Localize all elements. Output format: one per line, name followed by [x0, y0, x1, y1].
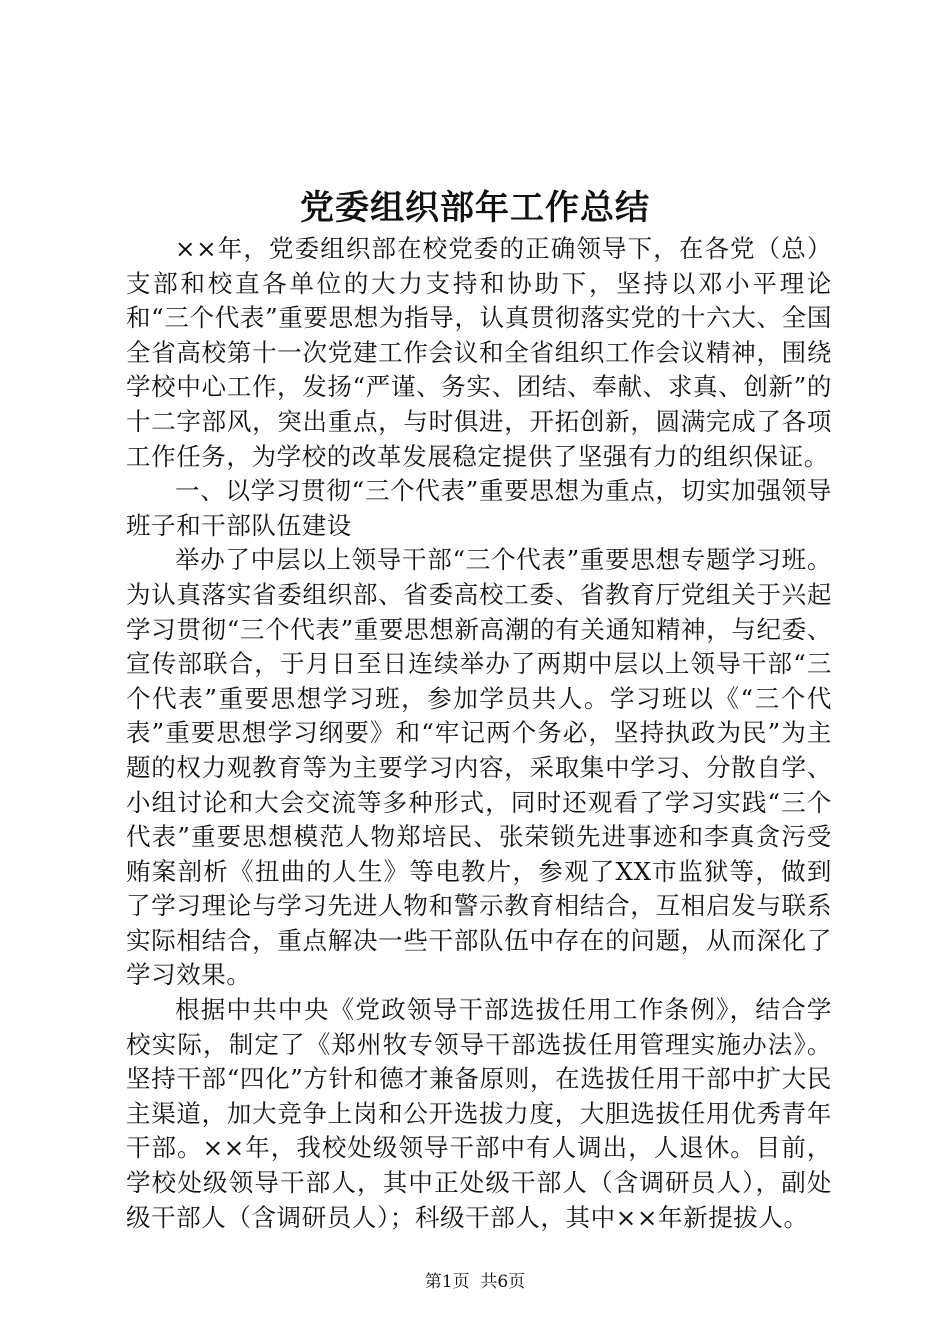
page-footer — [0, 1271, 950, 1293]
section-heading-1: 一、以学习贯彻“三个代表”重要思想为重点，切实加强领导班子和干部队伍建设 — [126, 476, 832, 540]
footer-spacer — [470, 1272, 481, 1292]
page-total: 共6页 — [480, 1272, 526, 1292]
document-title: 党委组织部年工作总结 — [300, 188, 650, 228]
paragraph-cadre-selection: 根据中共中央《党政领导干部选拔任用工作条例》，结合学校实际，制定了《郑州牧专领导干部选拔任用管理实施办法》。坚持干部“四化”方针和德才兼备原则，在选拔任用干部中扩大民主渠道，加大竞争上岗和公开选拔力度，大胆选拔任用优秀青年干部。××年，我校处级领导干部中有人调出，人退休。目前，学校处级领导干部人，其中正处级干部人（含调研员人），副处级干部人（含调研员人）；科级干部人，其中××年新提拔人。 — [126, 995, 832, 1232]
document-body — [126, 232, 832, 1235]
page-number: 第1页 — [424, 1272, 470, 1292]
paragraph-intro: ××年，党委组织部在校党委的正确领导下，在各党（总）支部和校直各单位的大力支持和协助下，坚持以邓小平理论和“三个代表”重要思想为指导，认真贯彻落实党的十六大、全国全省高校第十一次党建工作会议和全省组织工作会议精神，围绕学校中心工作，发扬“严谨、务实、团结、奉献、求真、创新”的十二字部风，突出重点，与时俱进，开拓创新，圆满完成了各项工作任务，为学校的改革发展稳定提供了坚强有力的组织保证。 — [126, 234, 832, 471]
paragraph-study-class: 举办了中层以上领导干部“三个代表”重要思想专题学习班。为认真落实省委组织部、省委高校工委、省教育厅党组关于兴起学习贯彻“三个代表”重要思想新高潮的有关通知精神，与纪委、宣传部联合，于月日至日连续举办了两期中层以上领导干部“三个代表”重要思想学习班，参加学员共人。学习班以《“三个代表”重要思想学习纲要》和“牢记两个务必，坚持执政为民”为主题的权力观教育等为主要学习内容，采取集中学习、分散自学、小组讨论和大会交流等多种形式，同时还观看了学习实践“三个代表”重要思想模范人物郑培民、张荣锁先进事迹和李真贪污受贿案剖析《扭曲的人生》等电教片，参观了XX市监狱等，做到了学习理论与学习先进人物和警示教育相结合，互相启发与联系实际相结合，重点解决一些干部队伍中存在的问题，从而深化了学习效果。 — [126, 545, 832, 990]
